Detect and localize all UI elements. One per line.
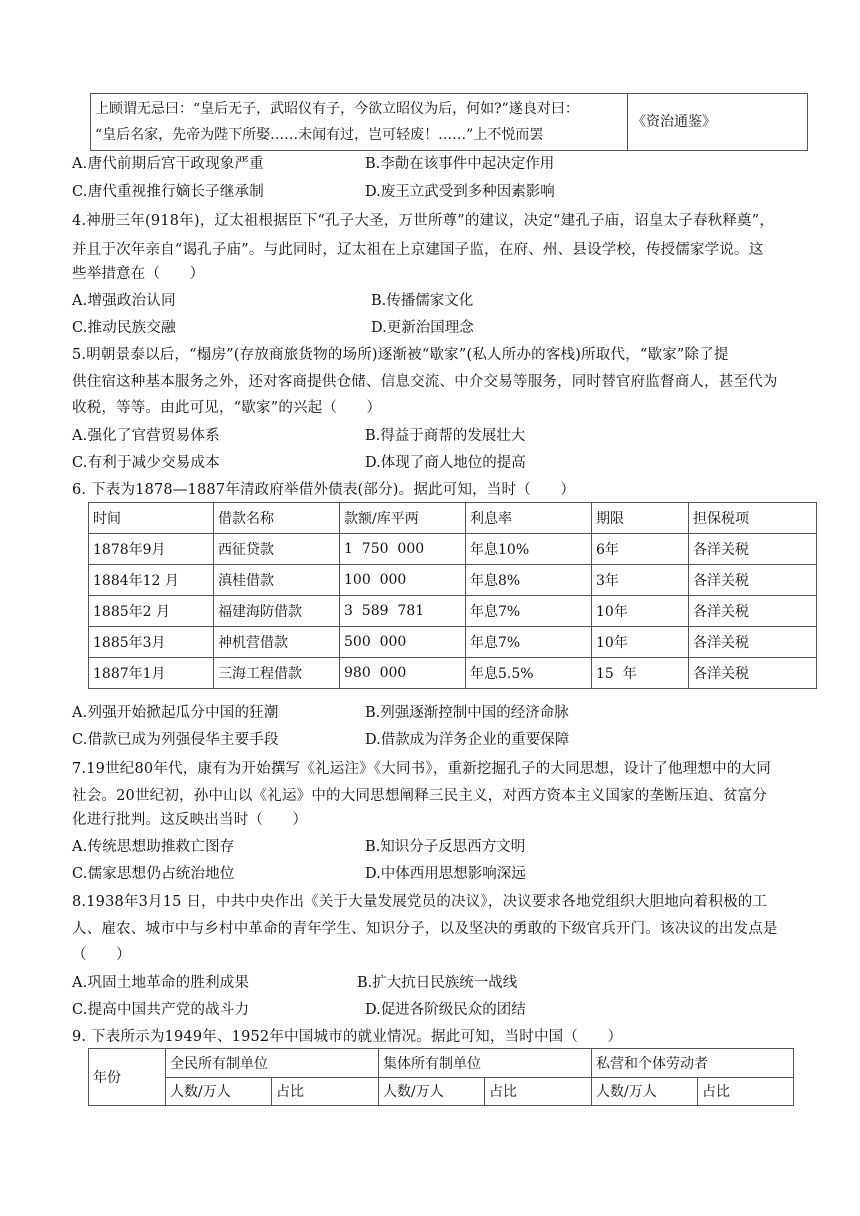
table-cell: 三海工程借款 <box>214 658 340 689</box>
q3-quote-line-1: 上顾谓无忌曰：“皇后无子，武昭仪有子，今欲立昭仪为后，何如?”遂良对曰： <box>95 101 579 117</box>
table-cell: 100 000 <box>340 565 466 596</box>
q5-option-d: D.体现了商人地位的提高 <box>365 455 526 471</box>
q3-source-cell: 《资治通鉴》 <box>628 94 808 151</box>
table-cell: 年息10% <box>466 534 592 565</box>
q9-sub-header: 占比 <box>272 1077 379 1106</box>
q5-stem-line-3: 收税，等等。由此可见，“歇家”的兴起（ ） <box>72 400 382 416</box>
table-cell: 10年 <box>592 596 689 627</box>
q9-group-header-row <box>89 1049 794 1078</box>
table-cell: 1878年9月 <box>89 534 214 565</box>
q6-header-cell: 期限 <box>592 503 689 534</box>
q3-option-d: D.废王立武受到多种因素影响 <box>365 184 555 200</box>
q9-sub-header: 人数/万人 <box>592 1077 698 1106</box>
q4-stem-line-1: 4.神册三年(918年)，辽太祖根据臣下“孔子大圣，万世所尊”的建议，决定“建孔子庙，诏皇太子春秋释奠”， <box>72 213 775 229</box>
q4-option-b: B.传播儒家文化 <box>371 293 474 309</box>
table-row <box>89 596 817 627</box>
q4-option-d: D.更新治国理念 <box>371 320 474 336</box>
q7-stem-line-2: 社会。20世纪初，孙中山以《礼运》中的大同思想阐释三民主义，对西方资本主义国家的垄断压迫、贫富分 <box>72 788 768 804</box>
q9-stem: 9. 下表所示为1949年、1952年中国城市的就业情况。据此可知，当时中国（ ） <box>72 1029 623 1045</box>
q9-year-header: 年份 <box>89 1049 166 1106</box>
q4-option-c: C.推动民族交融 <box>72 320 176 336</box>
q9-group-header: 全民所有制单位 <box>166 1049 379 1078</box>
q8-option-a: A.巩固土地革命的胜利成果 <box>72 975 250 991</box>
table-cell: 各洋关税 <box>689 565 817 596</box>
table-cell: 各洋关税 <box>689 534 817 565</box>
q9-employment-table <box>88 1048 794 1106</box>
q4-stem-line-3: 些举措意在（ ） <box>72 266 205 282</box>
q6-option-b: B.列强逐渐控制中国的经济命脉 <box>365 705 569 721</box>
q8-stem-line-1: 8.1938年3月15 日，中共中央作出《关于大量发展党员的决议》，决议要求各地党组织大胆地向着积极的工 <box>72 894 768 910</box>
q6-option-a: A.列强开始掀起瓜分中国的狂潮 <box>72 705 279 721</box>
q6-header-row <box>89 503 817 534</box>
table-cell: 神机营借款 <box>214 627 340 658</box>
q8-stem-line-2: 人、雇农、城市中与乡村中革命的青年学生、知识分子，以及坚决的勇敢的下级官兵开门。该决议的出发点是 <box>72 921 778 937</box>
q4-stem-line-2: 并且于次年亲自“谒孔子庙”。与此同时，辽太祖在上京建国子监，在府、州、县设学校，传授儒家学说。这 <box>72 242 764 258</box>
q9-sub-header: 占比 <box>485 1077 592 1106</box>
table-cell: 年息7% <box>466 627 592 658</box>
table-cell: 15 年 <box>592 658 689 689</box>
table-cell: 年息5.5% <box>466 658 592 689</box>
q3-source-table <box>90 93 808 151</box>
table-cell: 各洋关税 <box>689 596 817 627</box>
q9-group-header: 集体所有制单位 <box>379 1049 592 1078</box>
q3-option-a: A.唐代前期后宫干政现象严重 <box>72 156 264 172</box>
q3-quote-cell <box>91 94 628 151</box>
q3-quote-line-2: “皇后名家，先帝为陛下所娶……未闻有过，岂可轻废！……”上不悦而罢 <box>95 127 544 143</box>
table-cell: 6年 <box>592 534 689 565</box>
q6-header-cell: 款额/库平两 <box>340 503 466 534</box>
table-cell: 500 000 <box>340 627 466 658</box>
q6-stem: 6. 下表为1878—1887年清政府举借外债表(部分)。据此可知，当时（ ） <box>72 482 576 498</box>
table-cell: 3 589 781 <box>340 596 466 627</box>
table-row <box>89 627 817 658</box>
table-cell: 1887年1月 <box>89 658 214 689</box>
q5-option-c: C.有利于减少交易成本 <box>72 455 220 471</box>
q3-option-c: C.唐代重视推行嫡长子继承制 <box>72 184 264 200</box>
q8-option-b: B.扩大抗日民族统一战线 <box>357 975 518 991</box>
q6-loan-table <box>88 502 817 689</box>
q5-stem-line-1: 5.明朝景泰以后，“榻房”(存放商旅货物的场所)逐渐被“歇家”(私人所办的客栈)所取代，“歇家”除了提 <box>72 347 729 363</box>
table-cell: 10年 <box>592 627 689 658</box>
q6-header-cell: 利息率 <box>466 503 592 534</box>
q5-stem-line-2: 供住宿这种基本服务之外，还对客商提供仓储、信息交流、中介交易等服务，同时替官府监督商人，甚至代为 <box>72 374 778 390</box>
q5-option-a: A.强化了官营贸易体系 <box>72 428 220 444</box>
q6-header-cell: 借款名称 <box>214 503 340 534</box>
q7-option-c: C.儒家思想仍占统治地位 <box>72 866 235 882</box>
q6-header-cell: 时间 <box>89 503 214 534</box>
table-row <box>89 565 817 596</box>
table-cell: 各洋关税 <box>689 658 817 689</box>
table-cell: 年息8% <box>466 565 592 596</box>
table-cell: 3年 <box>592 565 689 596</box>
q9-sub-header: 人数/万人 <box>379 1077 485 1106</box>
q8-option-d: D.促进各阶级民众的团结 <box>365 1002 526 1018</box>
q9-sub-header-row <box>89 1077 794 1106</box>
q4-option-a: A.增强政治认同 <box>72 293 176 309</box>
q9-sub-header: 占比 <box>698 1077 794 1106</box>
q9-group-header: 私营和个体劳动者 <box>592 1049 794 1078</box>
q8-option-c: C.提高中国共产党的战斗力 <box>72 1002 250 1018</box>
table-cell: 1 750 000 <box>340 534 466 565</box>
q7-stem-line-1: 7.19世纪80年代，康有为开始撰写《礼运注》《大同书》，重新挖掘孔子的大同思想，设计了他理想中的大同 <box>72 761 771 777</box>
q6-header-cell: 担保税项 <box>689 503 817 534</box>
table-cell: 1885年2 月 <box>89 596 214 627</box>
table-cell: 福建海防借款 <box>214 596 340 627</box>
table-cell: 1885年3月 <box>89 627 214 658</box>
q7-option-a: A.传统思想助推救亡图存 <box>72 839 235 855</box>
table-row <box>89 658 817 689</box>
table-cell: 西征贷款 <box>214 534 340 565</box>
q6-option-c: C.借款已成为列强侵华主要手段 <box>72 732 279 748</box>
q8-stem-line-3: （ ） <box>72 947 131 963</box>
q6-option-d: D.借款成为洋务企业的重要保障 <box>365 732 570 748</box>
table-cell: 各洋关税 <box>689 627 817 658</box>
q7-option-d: D.中体西用思想影响深远 <box>365 866 526 882</box>
q7-stem-line-3: 化进行批判。这反映出当时（ ） <box>72 812 308 828</box>
q7-option-b: B.知识分子反思西方文明 <box>365 839 526 855</box>
table-cell: 1884年12 月 <box>89 565 214 596</box>
table-cell: 980 000 <box>340 658 466 689</box>
q9-sub-header: 人数/万人 <box>166 1077 272 1106</box>
table-cell: 年息7% <box>466 596 592 627</box>
table-cell: 滇桂借款 <box>214 565 340 596</box>
q3-option-b: B.李勣在该事件中起决定作用 <box>365 156 555 172</box>
q5-option-b: B.得益于商帮的发展壮大 <box>365 428 526 444</box>
table-row <box>89 534 817 565</box>
